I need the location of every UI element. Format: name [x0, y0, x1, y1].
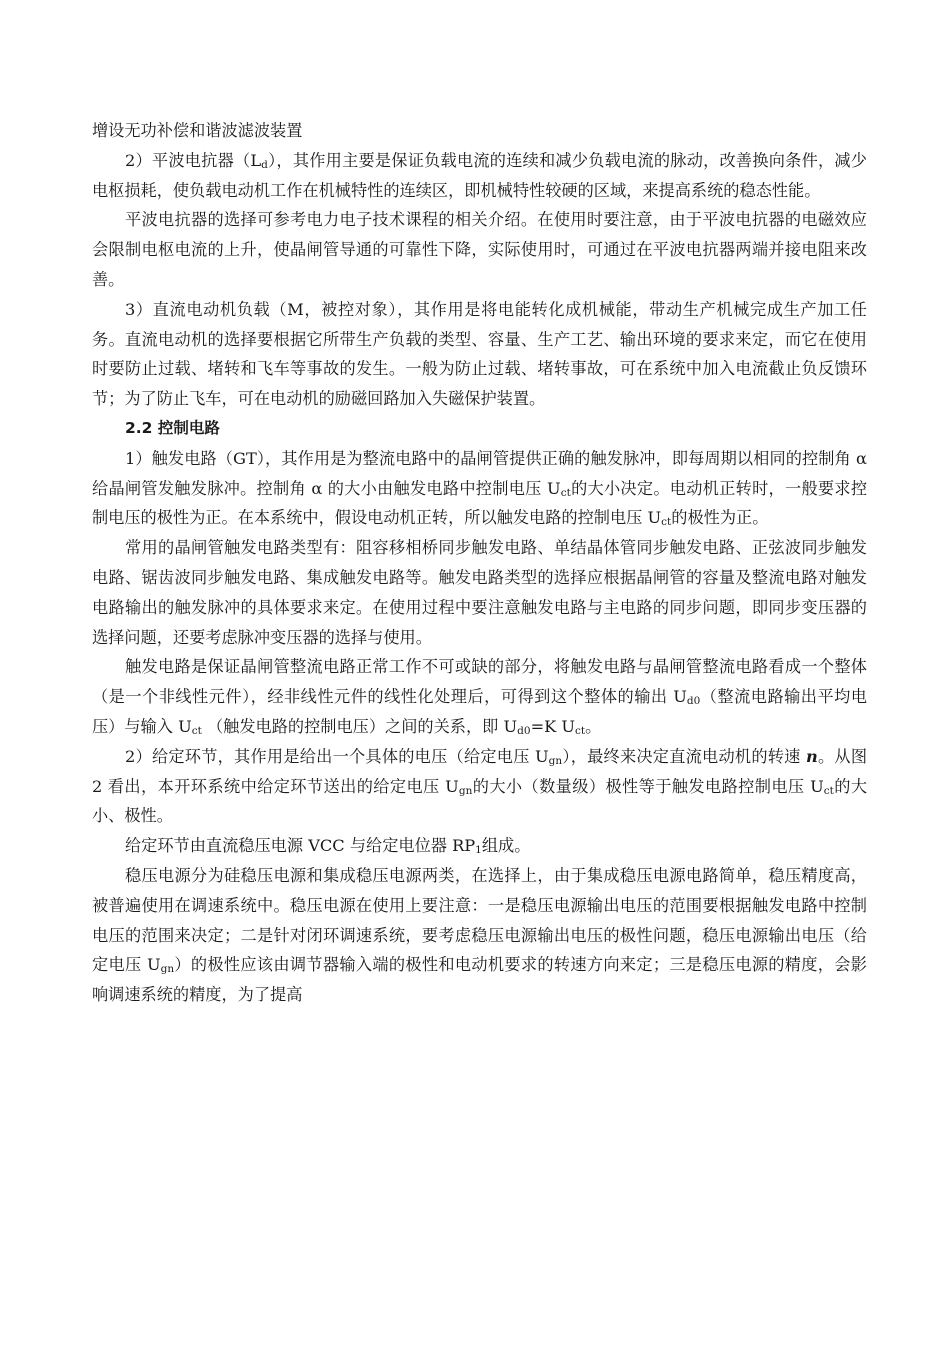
text-run: （触发电路的控制电压）之间的关系，即 U [201, 716, 518, 736]
text-run: ），最终来决定直流电动机的转速 [562, 746, 806, 766]
text-run: 稳压电源分为硅稳压电源和集成稳压电源两类，在选择上，由于集成稳压电源电路简单，稳压精度高，被普遍使用在调速系统中。稳压电源在使用上要注意：一是稳压电源输出电压的范围要根据触发电路中控制电压的范围来决定；二是针对闭环调速系统，要考虑稳压电源输出电压的极性问题，稳压电源输出电压（给定电压 U [92, 865, 867, 975]
text-run: 给定环节由直流稳压电源 VCC 与给定电位器 RP [125, 836, 476, 856]
text-run: ）的极性应该由调节器输入端的极性和电动机要求的转速方向来定；三是稳压电源的精度，会影响调速系统的精度，为了提高 [92, 955, 867, 1005]
paragraph-reactor-selection: 平波电抗器的选择可参考电力电子技术课程的相关介绍。在使用时要注意，由于平波电抗器的电磁效应会限制电枢电流的上升，使晶闸管导通的可靠性下降，实际使用时，可通过在平波电抗器两端并接电阻来改善。 [92, 210, 867, 289]
paragraph-intro: 增设无功补偿和谐波滤波装置 [92, 121, 303, 140]
text-run: 的大小、极性。 [92, 776, 868, 826]
paragraph-dc-motor: 3）直流电动机负载（M，被控对象），其作用是将电能转化成机械能，带动生产机械完成生产加工任务。直流电动机的选择要根据它所带生产负载的类型、容量、生产工艺、输出环境的要求来定，而它在使用时要防止过载、堵转和飞车等事故的发生。一般为防止过载、堵转事故，可在系统中加入电流截止负反馈环节；为了防止飞车，可在电动机的励磁回路加入失磁保护装置。 [92, 299, 867, 409]
text-run: 触发电路是保证晶闸管整流电路正常工作不可或缺的部分，将触发电路与晶闸管整流电路看成一个整体（是一个非线性元件），经非线性元件的线性化处理后，可得到这个整体的输出 U [92, 657, 867, 707]
text-run: 2）平波电抗器（L [125, 150, 262, 170]
text-run: 。从图 2 看出，本开环系统中给定环节送出的给定电压 U [92, 746, 868, 796]
section-heading: 2.2 控制电路 [125, 418, 220, 437]
paragraph-smoothing-reactor [92, 146, 867, 206]
text-run: 的大小（数量级）极性等于触发电路控制电压 U [472, 776, 824, 796]
paragraph-regulated-supply [92, 861, 867, 1010]
subscript: d0 [686, 695, 701, 708]
subscript: d [261, 158, 268, 171]
text-run: 1）触发电路（GT），其作用是为整流电路中的晶闸管提供正确的触发脉冲，即每周期以相同的控制角 α 给晶闸管发触发脉冲。控制角 α 的大小由触发电路中控制电压 U [92, 448, 867, 498]
document-body [92, 116, 867, 1010]
text-run: 的大小决定。电动机正转时，一般要求控制电压的极性为正。在本系统中，假设电动机正转，所以触发电路的控制电压 U [92, 478, 868, 528]
paragraph-trigger-circuit [92, 444, 867, 533]
subscript: ct [661, 516, 672, 529]
paragraph-reference-components [92, 831, 867, 861]
subscript: ct [191, 724, 202, 737]
subscript: ct [575, 724, 586, 737]
subscript: gn [160, 963, 175, 976]
paragraph-trigger-relation [92, 652, 867, 741]
subscript: ct [560, 486, 571, 499]
subscript: gn [458, 784, 473, 797]
text-run: ），其作用主要是保证负载电流的连续和减少负载电流的脉动，改善换向条件，减少电枢损耗，使负载电动机工作在机械特性的连续区，即机械特性较硬的区域，来提高系统的稳态性能。 [92, 150, 867, 200]
paragraph-trigger-types: 常用的晶闸管触发电路类型有：阻容移相桥同步触发电路、单结晶体管同步触发电路、正弦波同步触发电路、锯齿波同步触发电路、集成触发电路等。触发电路类型的选择应根据晶闸管的容量及整流电路对触发电路输出的触发脉冲的具体要求来定。在使用过程中要注意触发电路与主电路的同步问题，即同步变压器的选择问题，还要考虑脉冲变压器的选择与使用。 [92, 538, 867, 647]
text-run: =K U [530, 716, 576, 736]
text-run: 组成。 [481, 836, 531, 856]
text-run: （整流电路输出平均电压）与输入 U [92, 687, 868, 736]
text-run: 2）给定环节，其作用是给出一个具体的电压（给定电压 U [125, 746, 549, 766]
subscript: 1 [475, 844, 482, 857]
subscript: ct [823, 784, 834, 797]
subscript: gn [548, 754, 563, 767]
subscript: d0 [517, 724, 531, 737]
paragraph-reference-stage [92, 742, 867, 831]
text-run: 。 [585, 716, 602, 736]
text-run: 的极性为正。 [671, 508, 769, 528]
speed-symbol: n [805, 746, 818, 766]
